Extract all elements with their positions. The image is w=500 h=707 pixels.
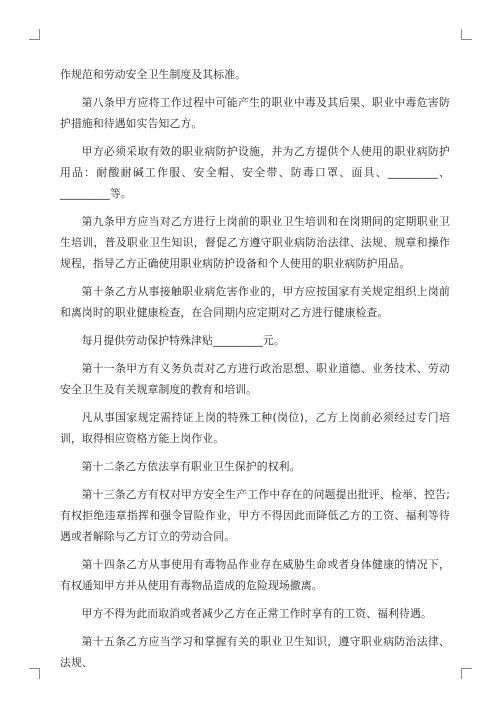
paragraph: 凡从事国家规定需持证上岗的特殊工种(岗位)，乙方上岗前必须经过专门培训，取得相应资格方能上岗作业。 xyxy=(60,411,450,445)
paragraph: 甲方不得为此而取消或者减少乙方在正常工作时享有的工资、福利待遇。 xyxy=(81,607,432,620)
crop-mark-bottom-left xyxy=(29,668,40,679)
paragraph: 每月提供劳动保护特殊津贴_________元。 xyxy=(81,334,285,347)
paragraph: 作规范和劳动安全卫生制度及其标准。 xyxy=(60,68,247,81)
crop-mark-top-left xyxy=(29,29,40,40)
paragraph: 第九条甲方应当对乙方进行上岗前的职业卫生培训和在岗期间的定期职业卫生培训，普及职业卫生知识，督促乙方遵守职业病防治法律、法规、规章和操作规程，指导乙方正确使用职业病防护设备和个人使用的职业病防护用品。 xyxy=(60,215,450,270)
paragraph: 第十五条乙方应当学习和掌握有关的职业卫生知识，遵守职业病防治法律、法规、 xyxy=(60,635,450,669)
document-body xyxy=(60,64,450,680)
paragraph: 第十四条乙方从事使用有毒物品作业存在威胁生命或者身体健康的情况下，有权通知甲方并从使用有毒物品造成的危险现场撤离。 xyxy=(60,558,450,592)
crop-mark-bottom-right xyxy=(461,668,472,679)
paragraph: 第十一条甲方有义务负责对乙方进行政治思想、职业道德、业务技术、劳动安全卫生及有关规章制度的教育和培训。 xyxy=(60,362,450,396)
paragraph: 第十条乙方从事接触职业病危害作业的，甲方应按国家有关规定组织上岗前和离岗时的职业健康检查，在合同期内应定期对乙方进行健康检查。 xyxy=(60,285,450,319)
paragraph: 第十三条乙方有权对甲方安全生产工作中存在的问题提出批评、检举、控告;有权拒绝违章指挥和强令冒险作业，甲方不得因此而降低乙方的工资、福利等待遇或者解除与乙方订立的劳动合同。 xyxy=(60,488,450,543)
paragraph: 第十二条乙方依法享有职业卫生保护的权利。 xyxy=(81,460,301,473)
crop-mark-top-right xyxy=(461,29,472,40)
paragraph: 第八条甲方应将工作过程中可能产生的职业中毒及其后果、职业中毒危害防护措施和待遇如实告知乙方。 xyxy=(60,96,450,130)
paragraph: 甲方必须采取有效的职业病防护设施，并为乙方提供个人使用的职业病防护用品：耐酸耐碱工作服、安全帽、安全带、防毒口罩、面具、_________、_________等。 xyxy=(60,145,450,200)
